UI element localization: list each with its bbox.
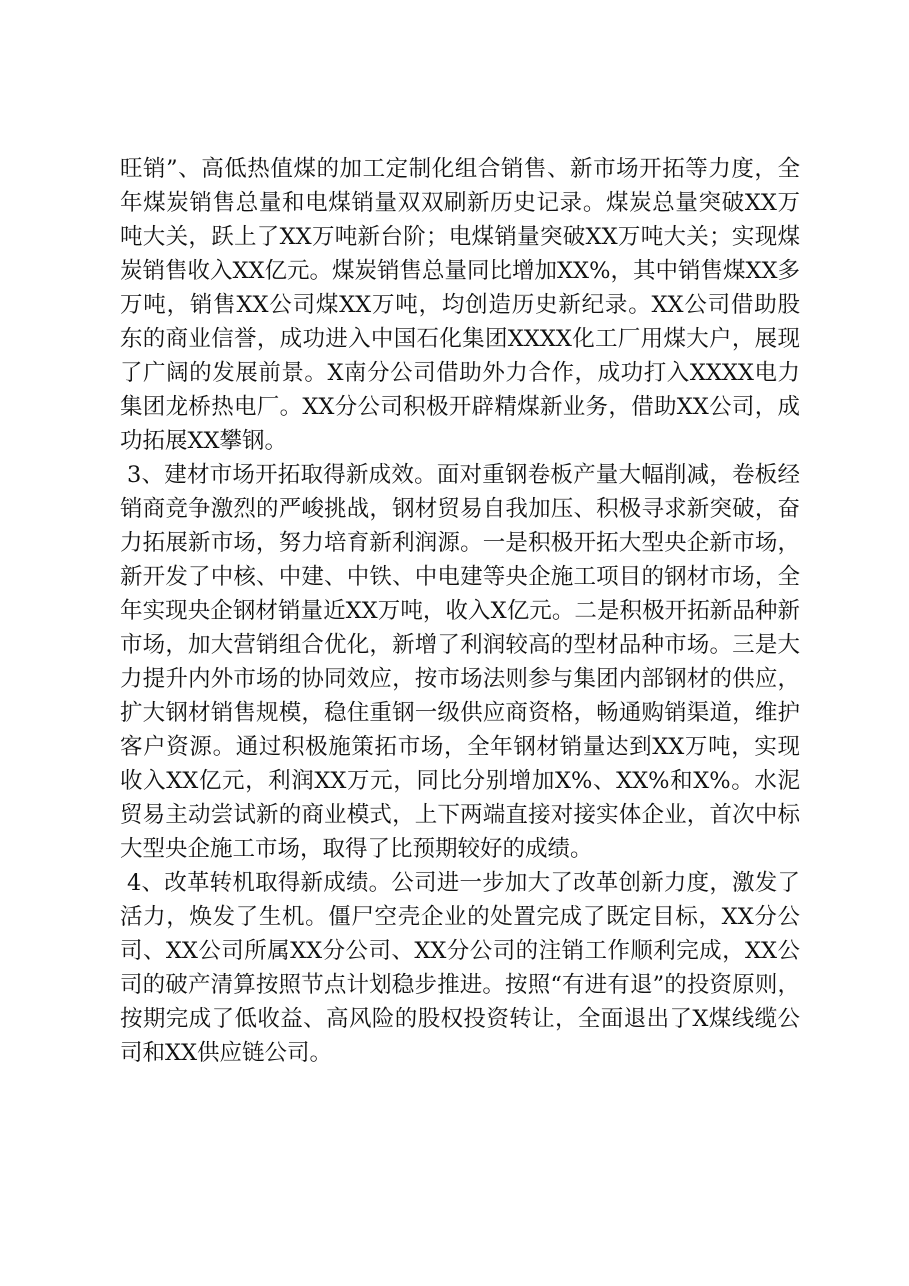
document-page xyxy=(120,152,800,1070)
paragraph-building-materials: 3、建材市场开拓取得新成效。面对重钢卷板产量大幅削减，卷板经销商竞争激烈的严峻挑战，钢材贸易自我加压、积极寻求新突破，奋力拓展新市场，努力培育新利润源。一是积极开拓大型央企新市场，新开发了中核、中建、中铁、中电建等央企施工项目的钢材市场，全年实现央企钢材销量近XX万吨，收入X亿元。二是积极开拓新品种新市场，加大营销组合优化，新增了利润较高的型材品种市场。三是大力提升内外市场的协同效应，按市场法则参与集团内部钢材的供应，扩大钢材销售规模，稳住重钢一级供应商资格，畅通购销渠道，维护客户资源。通过积极施策拓市场，全年钢材销量达到XX万吨，实现收入XX亿元，利润XX万元，同比分别增加X%、XX%和X%。水泥贸易主动尝试新的商业模式，上下两端直接对接实体企业，首次中标大型央企施工市场，取得了比预期较好的成绩。 xyxy=(120,462,800,862)
paragraph-reform: 4、改革转机取得新成绩。公司进一步加大了改革创新力度，激发了活力，焕发了生机。僵尸空壳企业的处置完成了既定目标，XX分公司、XX公司所属XX分公司、XX分公司的注销工作顺利完成，XX公司的破产清算按照节点计划稳步推进。按照“有进有退”的投资原则，按期完成了低收益、高风险的股权投资转让，全面退出了X煤线缆公司和XX供应链公司。 xyxy=(120,870,800,1066)
paragraph-coal-sales: 旺销”、高低热值煤的加工定制化组合销售、新市场开拓等力度，全年煤炭销售总量和电煤销量双双刷新历史记录。煤炭总量突破XX万吨大关，跃上了XX万吨新台阶；电煤销量突破XX万吨大关；实现煤炭销售收入XX亿元。煤炭销售总量同比增加XX%，其中销售煤XX多万吨，销售XX公司煤XX万吨，均创造历史新纪录。XX公司借助股东的商业信誉，成功进入中国石化集团XXXX化工厂用煤大户，展现了广阔的发展前景。X南分公司借助外力合作，成功打入XXXX电力集团龙桥热电厂。XX分公司积极开辟精煤新业务，借助XX公司，成功拓展XX攀钢。 xyxy=(120,156,800,454)
